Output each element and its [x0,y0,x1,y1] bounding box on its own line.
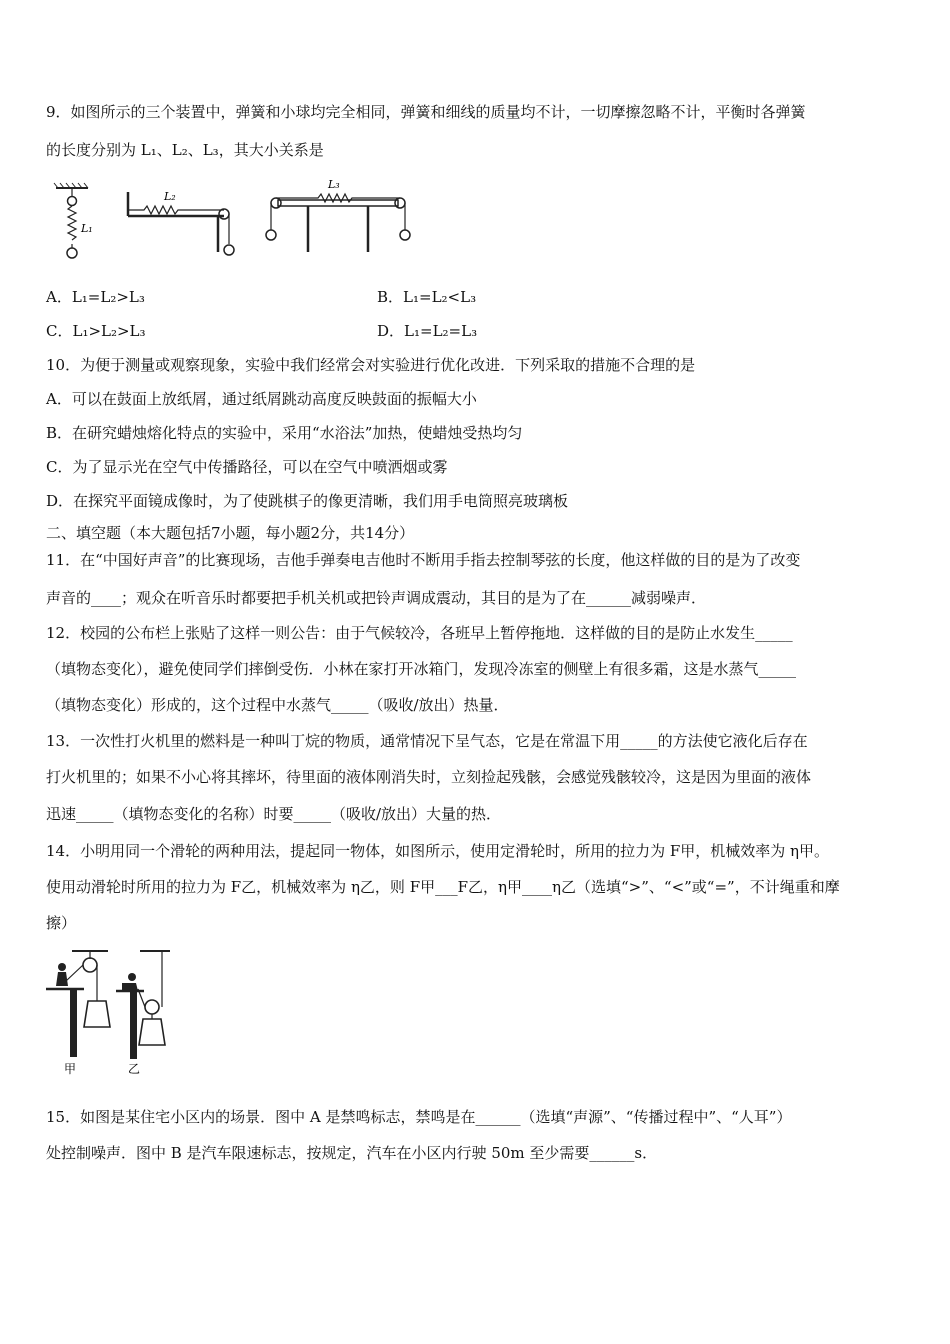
q13-line1: 13．一次性打火机里的燃料是一种叫丁烷的物质，通常情况下呈气态，它是在常温下用_____的方法使它液化后存在 [46,732,808,750]
q12-line3: （填物态变化）形成的，这个过程中水蒸气_____（吸收/放出）热量． [46,696,509,714]
q9-option-d[interactable]: D．L₁=L₂=L₃ [377,322,478,340]
q15-line2: 处控制噪声．图中 B 是汽车限速标志，按规定，汽车在小区内行驶 50m 至少需要______s． [46,1144,658,1162]
movable-pulley-setup [116,951,170,1075]
section-heading: 二、填空题（本大题包括7小题，每小题2分，共14分） [46,524,415,542]
q10-option-a[interactable]: A．可以在鼓面上放纸屑，通过纸屑跳动高度反映鼓面的振幅大小 [46,390,477,408]
q14-line1: 14．小明用同一个滑轮的两种用法，提起同一物体，如图所示，使用定滑轮时，所用的拉力为 F甲，机械效率为 η甲。 [46,842,830,860]
label-L2: L₂ [164,190,176,203]
q10-option-b[interactable]: B．在研究蜡烛熔化特点的实验中，采用“水浴法”加热，使蜡烛受热均匀 [46,424,523,442]
q11-line2: 声音的____；观众在听音乐时都要把手机关机或把铃声调成震动，其目的是为了在______减弱噪声． [46,589,707,607]
label-L1: L₁ [81,222,93,235]
q15-line1: 15．如图是某住宅小区内的场景．图中 A 是禁鸣标志，禁鸣是在______（选填“声源”、“传播过程中”、“人耳”） [46,1108,792,1126]
q14-line2: 使用动滑轮时所用的拉力为 F乙，机械效率为 η乙，则 F甲___F乙，η甲____η乙（选填“>”、“<”或“=”，不计绳重和摩 [46,878,840,896]
q10-option-d[interactable]: D．在探究平面镜成像时，为了使跳棋子的像更清晰，我们用手电筒照亮玻璃板 [46,492,569,510]
q13-line3: 迅速_____（填物态变化的名称）时要_____（吸收/放出）大量的热． [46,805,502,823]
device-1 [54,183,93,258]
q9-option-a[interactable]: A．L₁=L₂>L₃ [46,288,145,306]
fixed-pulley-setup [46,951,110,1075]
q9-stem-line1: 9．如图所示的三个装置中，弹簧和小球均完全相同，弹簧和细线的质量均不计，一切摩擦忽略不计，平衡时各弹簧 [46,103,806,121]
q9-stem-line2: 的长度分别为 L₁、L₂、L₃，其大小关系是 [46,141,324,159]
label-L3: L₃ [328,178,340,191]
q12-line2: （填物态变化），避免使同学们摔倒受伤．小林在家打开冰箱门，发现冷冻室的侧壁上有很多霜，这是水蒸气_____ [46,660,797,678]
label-yi: 乙 [128,1062,141,1075]
q13-line2: 打火机里的；如果不小心将其摔坏，待里面的液体刚消失时，立刻捡起残骸，会感觉残骸较冷，这是因为里面的液体 [46,768,812,786]
q10-stem: 10．为便于测量或观察现象，实验中我们经常会对实验进行优化改进．下列采取的措施不合理的是 [46,356,696,374]
q10-option-c[interactable]: C．为了显示光在空气中传播路径，可以在空气中喷洒烟或雾 [46,458,448,476]
q9-option-b[interactable]: B．L₁=L₂<L₃ [377,288,477,306]
q9-option-c[interactable]: C．L₁>L₂>L₃ [46,322,146,340]
label-jia: 甲 [64,1062,77,1075]
q14-line3: 擦） [46,914,77,932]
q9-spring-figure [46,170,426,270]
device-2 [128,190,234,255]
device-3 [266,178,410,252]
q12-line1: 12．校园的公布栏上张贴了这样一则公告：由于气候较冷，各班早上暂停拖地．这样做的目的是防止水发生_____ [46,624,793,642]
q14-pulley-figure [44,945,184,1075]
q11-line1: 11．在“中国好声音”的比赛现场，吉他手弹奏电吉他时不断用手指去控制琴弦的长度，他这样做的目的是为了改变 [46,551,801,569]
